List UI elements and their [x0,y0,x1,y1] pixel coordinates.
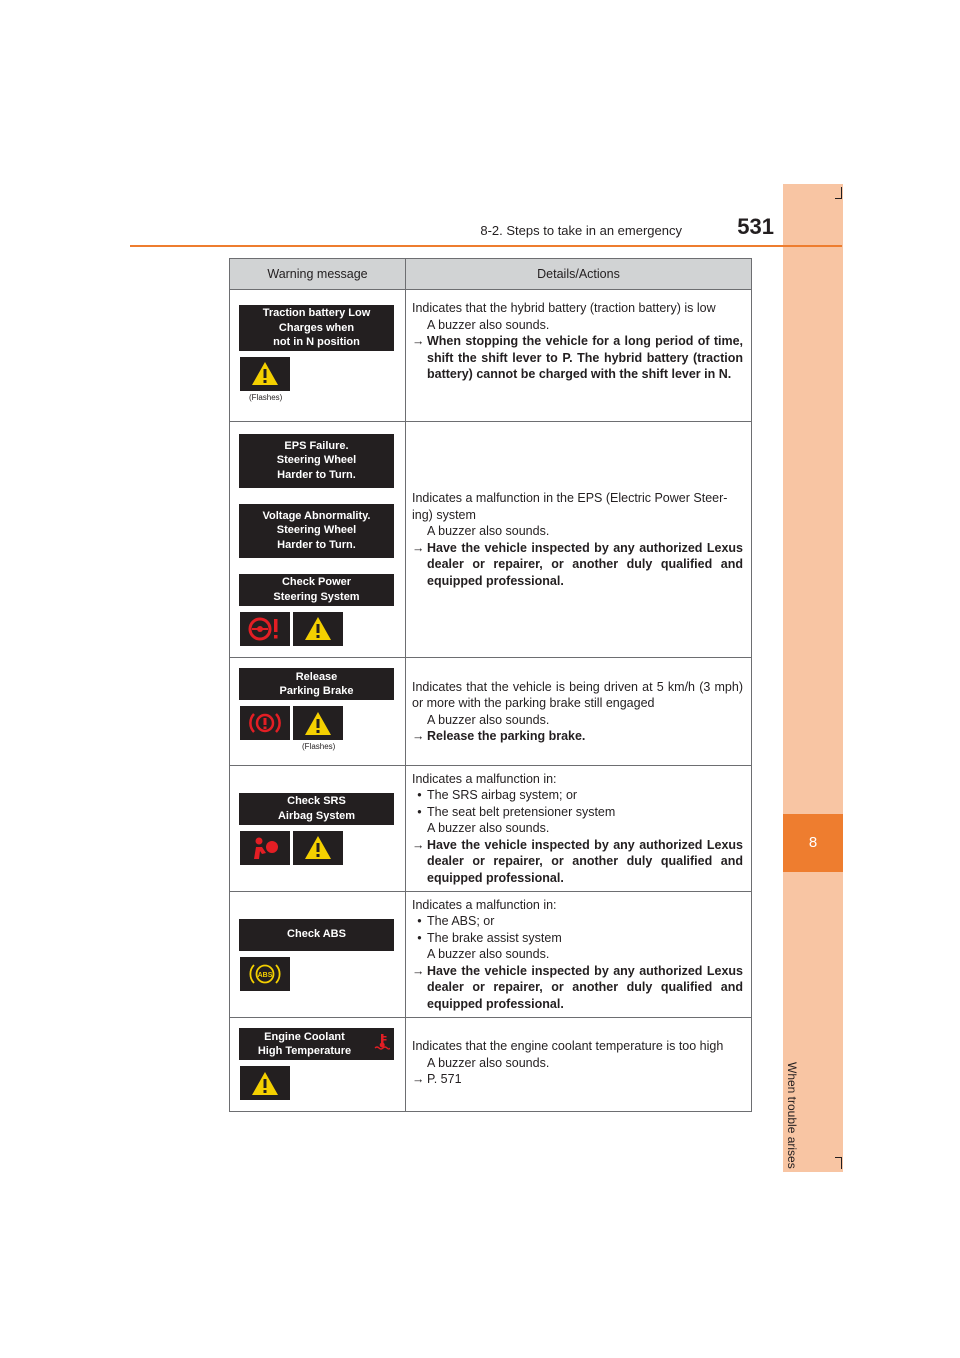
buzzer-note: A buzzer also sounds. [427,821,550,836]
table-row [230,658,752,766]
warning-message-display: Check ABS [239,919,394,951]
master-warning-icon [293,831,343,865]
action-item: → Have the vehicle inspected by any authorized Lexus dealer or repairer, or another duly qualified and equipped professional. [412,540,743,588]
list-item: • The ABS; or [417,914,495,929]
chapter-title: When trouble arises [785,1062,799,1169]
description: Indicates that the engine coolant temperature is too high [412,1039,724,1053]
warning-cell [230,658,406,766]
page-header [130,214,780,246]
description: Indicates a malfunction in: [412,771,557,786]
warning-message-display: Voltage Abnormality. Steering Wheel Harder to Turn. [239,504,394,558]
action-text: Have the vehicle inspected by any authorized Lexus dealer or repairer, or another duly qualified and equipped professional. [427,837,743,885]
page-number: 531 [737,214,774,239]
column-header-details: Details/Actions [406,259,752,290]
warning-message-display: Check SRS Airbag System [239,793,394,825]
parking-brake-icon [240,706,290,740]
buzzer-note: A buzzer also sounds. [427,524,550,538]
table-row [230,290,752,422]
srs-airbag-icon [240,831,290,865]
crop-mark-bottom [841,1157,842,1169]
list-item: • The brake assist system [417,930,562,945]
action-text: Have the vehicle inspected by any authorized Lexus dealer or repairer, or another duly qualified and equipped professional. [427,963,743,1011]
action-item: → Have the vehicle inspected by any authorized Lexus dealer or repairer, or another duly qualified and equipped professional. [412,963,743,1011]
warning-cell [230,766,406,892]
warning-cell [230,892,406,1018]
flashes-note: (Flashes) [302,742,336,751]
details-cell [406,422,752,658]
action-item: → Have the vehicle inspected by any authorized Lexus dealer or repairer, or another duly qualified and equipped professional. [412,837,743,885]
buzzer-note: A buzzer also sounds. [427,317,550,332]
warning-cell [230,1018,406,1112]
details-cell [406,766,752,892]
details-cell [406,658,752,766]
description: Indicates a malfunction in the EPS (Electric Power Steer-ing) system [412,491,728,522]
action-text: When stopping the vehicle for a long period of time, shift the shift lever to P. The hybrid battery (traction battery) cannot be charged with the shift lever in N. [427,334,743,381]
eps-warning-icon [240,612,290,646]
details-cell [406,892,752,1018]
table-header-row [230,259,752,290]
warning-message-table [229,258,752,1112]
table-row [230,1018,752,1112]
master-warning-icon [240,1066,290,1100]
warning-message-text: Engine Coolant High Temperature [257,1030,352,1058]
action-text: Release the parking brake. [427,729,586,743]
buzzer-note: A buzzer also sounds. [427,947,550,962]
column-header-warning: Warning message [230,259,406,290]
table-row [230,422,752,658]
list-item: • The seat belt pretensioner system [417,804,616,819]
chapter-side-tab [783,184,843,1172]
flashes-note: (Flashes) [249,393,283,403]
warning-cell [230,422,406,658]
action-item: → P. 571 [412,1072,462,1086]
section-title: 8-2. Steps to take in an emergency [480,223,682,238]
warning-message-display: Release Parking Brake [239,668,394,700]
crop-mark-bottom-tick [835,1157,842,1158]
master-warning-icon [240,357,290,391]
crop-mark-top-tick [835,198,842,199]
coolant-temperature-icon [370,1033,394,1056]
page-reference-link[interactable]: P. 571 [427,1072,462,1086]
buzzer-note: A buzzer also sounds. [427,1055,550,1070]
action-item: → Release the parking brake. [412,729,586,743]
buzzer-note: A buzzer also sounds. [427,712,550,727]
table-row [230,892,752,1018]
chapter-number: 8 [783,814,843,872]
warning-message-display [239,1028,394,1060]
master-warning-icon [293,612,343,646]
table-row [230,766,752,892]
details-cell [406,290,752,422]
abs-icon [240,957,290,991]
action-text: Have the vehicle inspected by any authorized Lexus dealer or repairer, or another duly qualified and equipped professional. [427,540,743,588]
header-rule [130,245,842,247]
warning-cell [230,290,406,422]
abs-icon-label: ABS [257,971,273,979]
warning-message-display: Check Power Steering System [239,574,394,606]
details-cell [406,1018,752,1112]
description: Indicates that the vehicle is being driven at 5 km/h (3 mph) or more with the parking brake still engaged [412,679,743,710]
description: Indicates a malfunction in: [412,897,557,912]
description: Indicates that the hybrid battery (traction battery) is low [412,301,716,315]
list-item: • The SRS airbag system; or [417,788,578,803]
warning-message-display: EPS Failure. Steering Wheel Harder to Turn. [239,434,394,488]
warning-message-display: Traction battery Low Charges when not in N position [239,305,394,351]
action-item: → When stopping the vehicle for a long period of time, shift the shift lever to P. The hybrid battery (traction battery) cannot be charged with the shift lever in N. [412,334,743,381]
master-warning-icon [293,706,343,740]
